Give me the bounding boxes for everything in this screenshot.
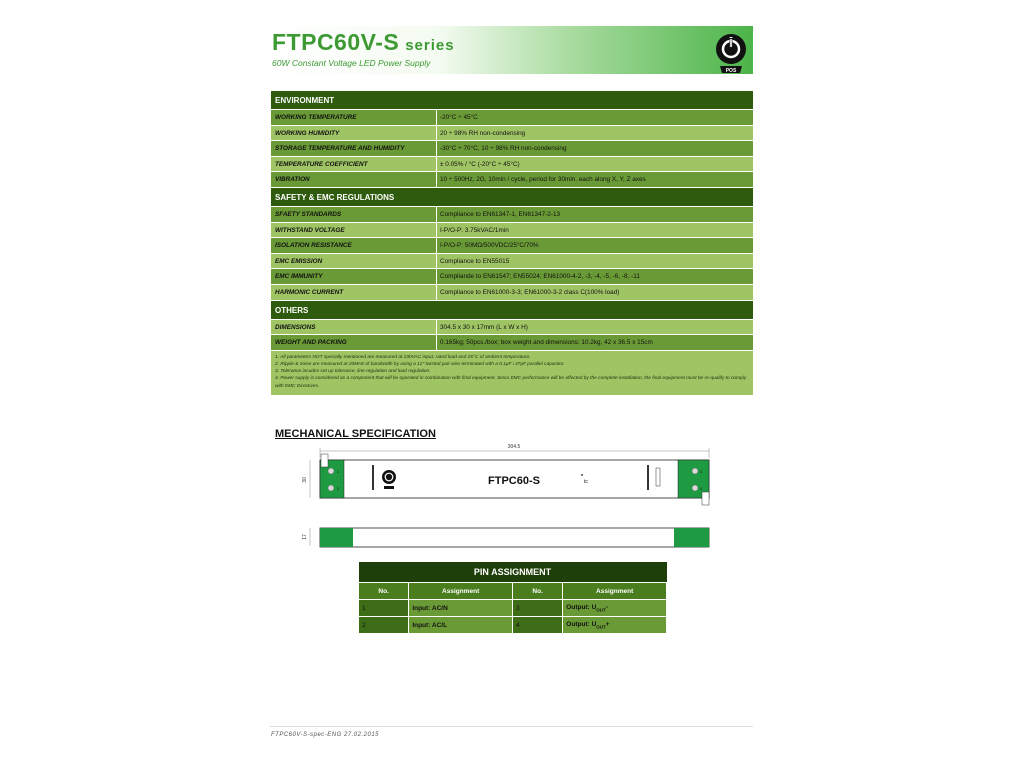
screw-icon: [328, 485, 334, 491]
spec-value: Compliance to EN55015: [440, 257, 510, 265]
pin-mark: 3: [700, 470, 702, 474]
spec-row: [271, 335, 753, 351]
spec-row: [271, 254, 753, 270]
dimension-height: 17: [302, 534, 308, 540]
mechanical-title: MECHANICAL SPECIFICATION: [275, 428, 436, 440]
spec-value: I-P/O-P: 3.75kVAC/1min: [440, 226, 509, 234]
screw-icon: [692, 485, 698, 491]
spec-label: EMC IMMUNITY: [271, 269, 437, 284]
pin-assignment: Input: AC/L: [409, 617, 513, 634]
spec-row: [271, 238, 753, 254]
mounting-clip: [702, 492, 709, 505]
spec-label: WORKING TEMPERATURE: [271, 110, 437, 125]
note: 4. Power supply is considered as a component that will be operated in combination with final equipment. Since EMC performance will be affected by the complete installation, the final equipment must be re-qualify to comply with EMC Directives.: [275, 376, 747, 389]
pin-table-header: Assignment: [409, 583, 513, 600]
spec-value: Compliance to EN61347-1, EN61347-2-13: [440, 210, 561, 218]
spec-value: 10 ÷ 500Hz, 2G, 10min / cycle, period for 30min. each along X, Y, Z axes: [440, 176, 646, 184]
spec-label: SFAETY STANDARDS: [271, 207, 437, 222]
spec-label: VIBRATION: [271, 172, 437, 187]
pin-mark: 4: [700, 487, 702, 491]
spec-row: [271, 285, 753, 301]
section-header-environment: ENVIRONMENT: [271, 91, 753, 110]
footer-text: FTPC60V-S-spec-ENG 27.02.2015: [271, 732, 379, 738]
spec-row: [271, 207, 753, 223]
spec-label: TEMPERATURE COEFFICIENT: [271, 157, 437, 172]
product-subtitle: 60W Constant Voltage LED Power Supply: [272, 58, 431, 68]
table-row: [359, 617, 667, 634]
spec-label: STORAGE TEMPERATURE AND HUMIDITY: [271, 141, 437, 156]
spec-value: ± 0.05% / °C (-20°C ÷ 45°C): [440, 160, 520, 168]
side-end-cap: [674, 528, 709, 547]
housing-side-view: [320, 528, 709, 547]
pin-number: 2: [359, 617, 409, 634]
note: 3. Tolerance incudes set up tolerance, line regulation and load regulation.: [275, 369, 431, 375]
pin-assignment: Input: AC/N: [409, 600, 513, 617]
spec-label: HARMONIC CURRENT: [271, 285, 437, 300]
pin-number: 1: [359, 600, 409, 617]
tc-label: tc: [584, 479, 588, 485]
spec-value: 20 ÷ 98% RH non-condensing: [440, 129, 526, 137]
spec-label: DIMENSIONS: [271, 320, 437, 335]
spec-row: [271, 269, 753, 285]
notes-block: [271, 351, 753, 395]
pin-number: 3: [512, 600, 562, 617]
footer-divider: [270, 726, 753, 727]
side-end-cap: [320, 528, 353, 547]
pos-logo-icon: [382, 470, 396, 484]
spec-label: WEIGHT AND PACKING: [271, 335, 437, 350]
pin-table-header: No.: [359, 583, 409, 600]
mechanical-drawing: [300, 440, 720, 555]
spec-row: [271, 223, 753, 239]
table-row: [359, 600, 667, 617]
screw-icon: [692, 468, 698, 474]
dimension-length: 304.5: [507, 444, 521, 450]
spec-value: 0.165kg; 50pcs./box; box weight and dimensions: 10.2kg, 42 x 36.5 x 15cm: [440, 339, 653, 347]
spec-label: WITHSTAND VOLTAGE: [271, 223, 437, 238]
spec-row: [271, 157, 753, 173]
product-title: FTPC60V-S series: [272, 29, 455, 55]
spec-value: -20°C ÷ 45°C: [440, 114, 478, 121]
mounting-clip: [321, 454, 328, 467]
label-mark: [647, 465, 649, 490]
page-header: [270, 26, 753, 74]
pin-mark: 2: [337, 487, 339, 491]
pin-assignment-table: [358, 562, 667, 634]
spec-row: [271, 141, 753, 157]
pin-table-header: No.: [512, 583, 562, 600]
spec-table: [271, 91, 753, 395]
pos-logo-base: [384, 486, 394, 489]
spec-label: ISOLATION RESISTANCE: [271, 238, 437, 253]
spec-row: [271, 172, 753, 188]
pos-logo: [710, 30, 752, 74]
spec-row: [271, 320, 753, 336]
screw-icon: [328, 468, 334, 474]
note: 2. Ripple & noise are measured at 20MHz of bandwidth by using a 12" twisted pair-wire terminated with a 0.1μF i 47μF parallel capacitor.: [275, 361, 565, 367]
section-header-safety: SAFETY & EMC REGULATIONS: [271, 188, 753, 207]
pin-mark: 1: [337, 470, 339, 474]
logo-text: POS: [725, 68, 737, 74]
pin-number: 4: [512, 617, 562, 634]
pin-assignment: Output: $U_{OUT}+$: [563, 617, 667, 634]
spec-value: -30°C ÷ 70°C, 10 ÷ 98% RH non-condensing: [440, 145, 567, 153]
dimension-width: 30: [302, 477, 308, 483]
pin-table-header: Assignment: [563, 583, 667, 600]
spec-value: Compliande to EN61547; EN55024; EN61000-4-2, -3, -4, -5, -6, -8, -11: [440, 273, 640, 281]
section-header-others: OTHERS: [271, 301, 753, 320]
spec-value: I-P/O-P: 50MΩ/500VDC/25°C/70%: [440, 242, 539, 250]
pin-table-title: PIN ASSIGNMENT: [359, 562, 667, 583]
spec-value: 304.5 x 30 x 17mm (L x W x H): [440, 323, 528, 331]
pin-assignment: Output: $U_{OUT}-$: [563, 600, 667, 617]
tc-point-icon: [581, 474, 583, 476]
product-label: FTPC60-S: [488, 475, 540, 487]
label-mark: [372, 465, 374, 490]
spec-label: EMC EMISSION: [271, 254, 437, 269]
spec-label: WORKING HUMIDITY: [271, 126, 437, 141]
spec-row: [271, 126, 753, 142]
spec-row: [271, 110, 753, 126]
spec-value: Compliance to EN61000-3-3; EN61000-3-2 class C(100% load): [440, 288, 620, 296]
note: 1. All parameters NOT specially mentioned are measured at 230VAC input, rated load and 25°C of ambient temperature.: [275, 354, 531, 360]
